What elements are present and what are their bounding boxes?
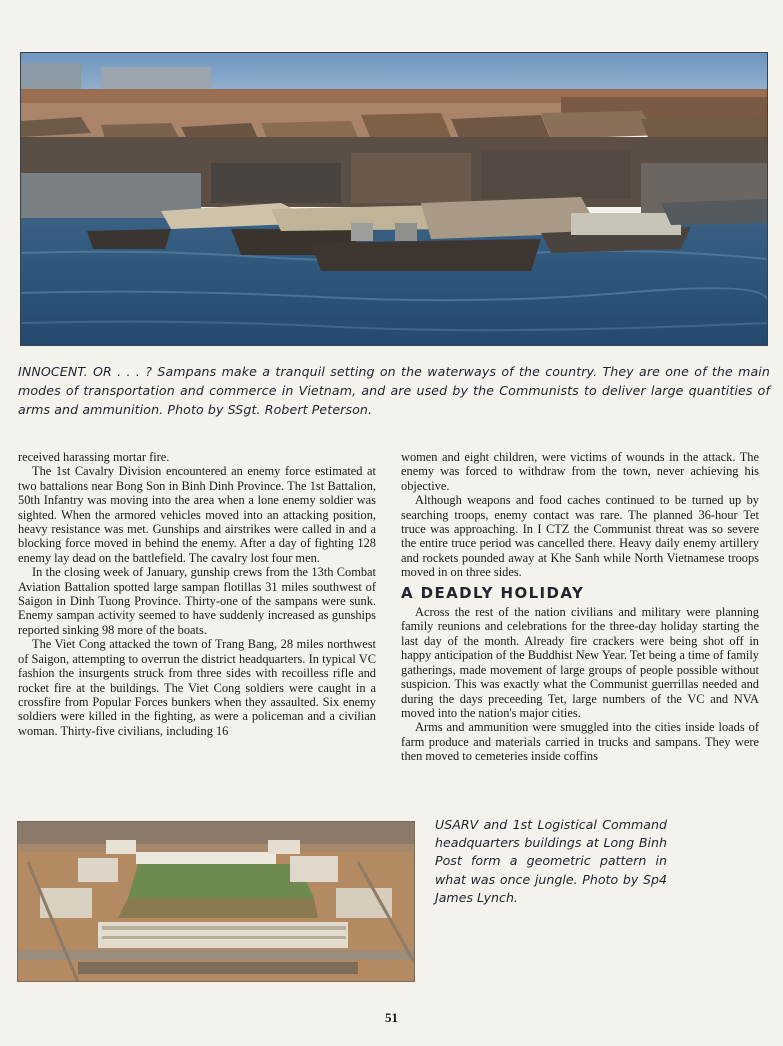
article-column-right — [401, 450, 759, 764]
paragraph: The 1st Cavalry Division encountered an enemy force estimated at two battalions near Bong Son in Binh Dinh Province. The 1st Battalion, 50th Infantry was moving into the area when a lone enemy soldier was sighted. When the armored vehicles moved into an attacking position, heavy resistance was met. Gunships and airstrikes were called in and a blocking force moved in behind the enemy. After a day of fighting 128 enemy lay dead on the battlefield. The cavalry lost four men. — [18, 464, 376, 565]
paragraph: received harassing mortar fire. — [18, 450, 170, 464]
bottom-photo-caption: USARV and 1st Logistical Command headquarters buildings at Long Binh Post form a geometric pattern in what was once jungle. Photo by Sp4 James Lynch. — [435, 817, 667, 905]
paragraph: Arms and ammunition were smuggled into the cities inside loads of farm produce and materials carried in trucks and sampans. They were then moved to cemeteries inside coffins — [401, 720, 759, 764]
sampan-photo — [20, 52, 768, 346]
paragraph: Across the rest of the nation civilians and military were planning family reunions and celebrations for the three-day holiday starting the last day of the month. Already fire crackers were being shot off in happy anticipation of the Buddhist New Year. Tet being a time of family gatherings, made movement of large groups of people possible without suspicion. This was exactly what the Communist guerrillas needed and during the days preceeding Tet, large numbers of the VC and NVA moved into the nation's major cities. — [401, 605, 759, 720]
section-heading: A DEADLY HOLIDAY — [401, 583, 585, 602]
long-binh-photo-art — [18, 822, 414, 981]
sampan-photo-art — [21, 53, 767, 345]
paragraph: Although weapons and food caches continued to be turned up by searching troops, enemy contact was rare. The planned 36-hour Tet truce was approaching. In I CTZ the Communist threat was so severe the entire truce period was cancelled there. Heavy daily enemy artillery and rockets pounded away at Khe Sanh while North Vietnamese troops moved in on three sides. — [401, 493, 759, 580]
long-binh-photo — [17, 821, 415, 982]
article-column-left — [18, 450, 376, 738]
top-photo-caption: INNOCENT. OR . . . ? Sampans make a tranquil setting on the waterways of the country. They are one of the main modes of transportation and commerce in Vietnam, and are used by the Communists to deliver large quantities of arms and ammunition. Photo by SSgt. Robert Peterson. — [18, 364, 770, 417]
page-number: 51 — [385, 1010, 398, 1025]
paragraph: The Viet Cong attacked the town of Trang Bang, 28 miles northwest of Saigon, attempting to overrun the district headquarters. In typical VC fashion the insurgents struck from three sides with recoilless rifle and rocket fire at the buildings. The Viet Cong soldiers were caught in a crossfire from Popular Forces bunkers when they assaulted. Six enemy soldiers were killed in the fighting, as were a policeman and a civilian woman. Thirty-five civilians, including 16 — [18, 637, 376, 738]
paragraph: In the closing week of January, gunship crews from the 13th Combat Aviation Battalion spotted large sampan flotillas 31 miles southwest of Saigon in Dinh Tuong Province. Thirty-one of the sampans were sunk. Enemy sampan activity seemed to have suddenly increased as gunships reported sinking 98 more of the boats. — [18, 565, 376, 637]
paragraph: women and eight children, were victims of wounds in the attack. The enemy was forced to withdraw from the town, never achieving his objective. — [401, 450, 759, 493]
